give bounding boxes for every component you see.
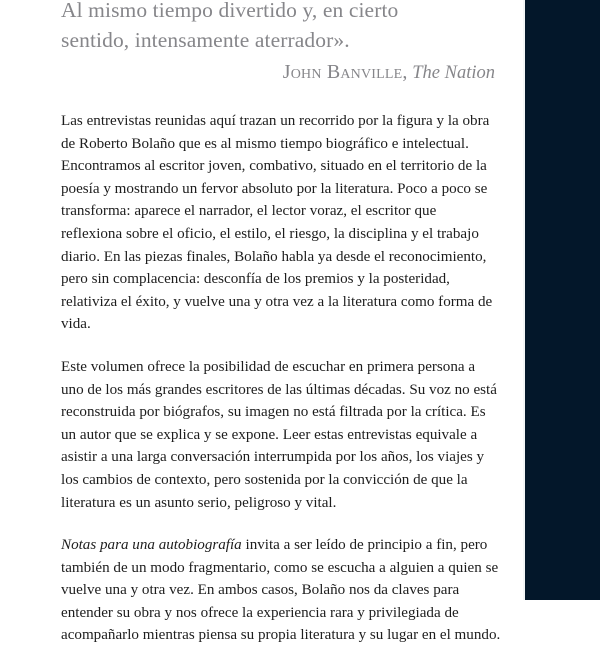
- pull-quote: [61, 0, 501, 55]
- blurb-paragraph-3: [61, 534, 501, 647]
- blurb-paragraph-3-rest: invita a ser leído de principio a fin, pero también de un modo fragmentario, como se escucha a alguien a quien se vuelve una y otra vez. En ambos casos, Bolaño nos da claves para entender su obra y nos ofrece la experiencia rara y privilegiada de acompañarlo mientras piensa su propia literatura y su lugar en el mundo.: [61, 537, 501, 644]
- spine-color-band: [525, 0, 600, 600]
- text-column: [61, 0, 501, 647]
- pull-quote-line-2: sentido, intensamente aterrador».: [61, 28, 350, 52]
- book-title-italic: Notas para una autobiografía: [61, 537, 242, 554]
- attribution-publication: The Nation: [412, 63, 495, 83]
- blurb-body: [61, 110, 501, 647]
- blurb-paragraph-2: Este volumen ofrece la posibilidad de escuchar en primera persona a uno de los más grandes escritores de las últimas décadas. Su voz no está reconstruida por biógrafos, su imagen no está filtrada por la crítica. Es un autor que se explica y se expone. Leer estas entrevistas equivale a asistir a una larga conversación interrumpida por los años, los viajes y los cambios de contexto, pero sostenida por la convicción de que la literatura es un asunto serio, peligroso y vital.: [61, 358, 497, 511]
- blurb-paragraph-1: Las entrevistas reunidas aquí trazan un recorrido por la figura y la obra de Roberto Bolaño que es al mismo tiempo biográfico e intelectual. Encontramos al escritor joven, combativo, situado en el territorio de la poesía y mostrando un fervor absoluto por la literatura. Poco a poco se transforma: aparece el narrador, el lector voraz, el escritor que reflexiona sobre el oficio, el estilo, el riesgo, la disciplina y el trabajo diario. En las piezas finales, Bolaño habla ya desde el reconocimiento, pero sin complacencia: desconfía de los premios y la posteridad, relativiza el éxito, y vuelve una y otra vez a la literatura como forma de vida.: [61, 113, 493, 333]
- pull-quote-line-1: Al mismo tiempo divertido y, en cierto: [61, 0, 399, 22]
- quote-attribution: [61, 57, 501, 88]
- attribution-author: John Banville,: [282, 61, 408, 83]
